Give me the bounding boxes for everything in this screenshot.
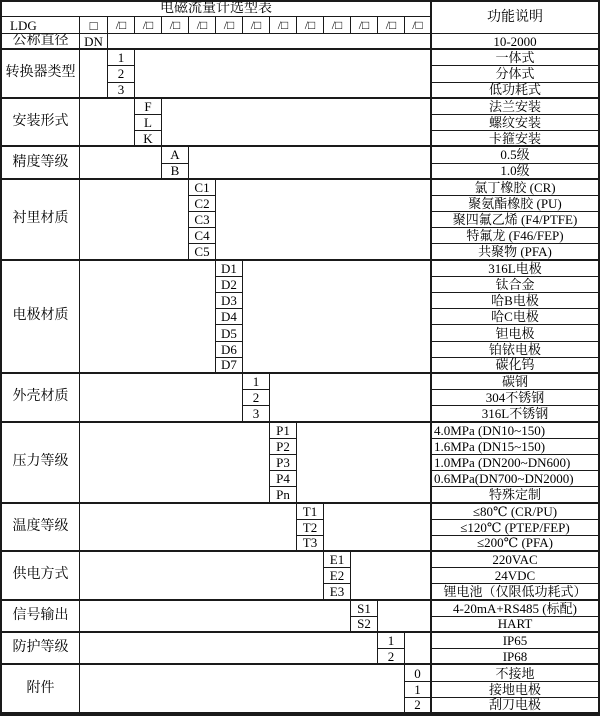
model-code-slot-4: /□	[189, 17, 216, 34]
spacer-left-electrode-material	[80, 261, 216, 374]
code-power-supply-E2: E2	[324, 568, 351, 584]
desc-power-supply-1: 24VDC	[432, 568, 598, 584]
code-accessories-2: 2	[405, 698, 432, 714]
code-accessories-1: 1	[405, 682, 432, 698]
code-accessories-0: 0	[405, 665, 432, 681]
desc-electrode-material-0: 316L电极	[432, 261, 598, 277]
desc-liner-material-0: 氯丁橡胶 (CR)	[432, 180, 598, 196]
code-electrode-material-D3: D3	[216, 293, 243, 309]
code-temperature-rating-T2: T2	[297, 520, 324, 536]
model-code-box: □	[80, 17, 108, 34]
code-electrode-material-D2: D2	[216, 277, 243, 293]
desc-liner-material-2: 聚四氟乙烯 (F4/PTFE)	[432, 212, 598, 228]
category-converter-type: 转换器类型	[2, 50, 80, 99]
code-signal-output-S2: S2	[351, 617, 378, 633]
code-installation-type-K: K	[135, 131, 162, 147]
code-converter-type-1: 1	[108, 50, 135, 66]
desc-accuracy-class-1: 1.0级	[432, 164, 598, 180]
desc-accessories-1: 接地电极	[432, 682, 598, 698]
desc-installation-type-0: 法兰安装	[432, 99, 598, 115]
desc-accessories-2: 刮刀电极	[432, 698, 598, 714]
code-electrode-material-D6: D6	[216, 342, 243, 358]
desc-housing-material-0: 碳钢	[432, 374, 598, 390]
spacer-right-pressure-rating	[297, 423, 432, 504]
spacer-left-liner-material	[80, 180, 189, 261]
desc-pressure-rating-1: 1.6MPa (DN15~150)	[432, 439, 598, 455]
category-signal-output: 信号输出	[2, 601, 80, 633]
code-liner-material-C5: C5	[189, 244, 216, 260]
desc-accuracy-class-0: 0.5级	[432, 147, 598, 163]
spacer-right-temperature-rating	[324, 504, 432, 553]
model-code-slot-11: /□	[378, 17, 405, 34]
model-code-slot-12: /□	[405, 17, 432, 34]
spacer-right-nominal-diameter	[108, 34, 432, 50]
spacer-left-signal-output	[80, 601, 351, 633]
desc-signal-output-0: 4-20mA+RS485 (标配)	[432, 601, 598, 617]
desc-pressure-rating-3: 0.6MPa(DN700~DN2000)	[432, 471, 598, 487]
spacer-left-converter-type	[80, 50, 108, 99]
category-liner-material: 衬里材质	[2, 180, 80, 261]
category-power-supply: 供电方式	[2, 552, 80, 601]
code-power-supply-E1: E1	[324, 552, 351, 568]
desc-electrode-material-5: 铂铱电极	[432, 342, 598, 358]
spacer-right-accuracy-class	[189, 147, 432, 179]
desc-protection-class-0: IP65	[432, 633, 598, 649]
desc-pressure-rating-4: 特殊定制	[432, 487, 598, 503]
code-liner-material-C2: C2	[189, 196, 216, 212]
desc-temperature-rating-1: ≤120℃ (PTEP/FEP)	[432, 520, 598, 536]
code-converter-type-3: 3	[108, 83, 135, 99]
desc-signal-output-1: HART	[432, 617, 598, 633]
spacer-right-converter-type	[135, 50, 432, 99]
category-installation-type: 安装形式	[2, 99, 80, 148]
code-electrode-material-D4: D4	[216, 309, 243, 325]
code-pressure-rating-P2: P2	[270, 439, 297, 455]
code-housing-material-3: 3	[243, 406, 270, 422]
spacer-right-installation-type	[162, 99, 432, 148]
code-converter-type-2: 2	[108, 66, 135, 82]
model-code-slot-5: /□	[216, 17, 243, 34]
desc-installation-type-1: 螺纹安装	[432, 115, 598, 131]
category-housing-material: 外壳材质	[2, 374, 80, 423]
function-column-header: 功能说明	[432, 2, 598, 34]
desc-converter-type-2: 低功耗式	[432, 83, 598, 99]
desc-electrode-material-1: 钛合金	[432, 277, 598, 293]
desc-electrode-material-2: 哈B电极	[432, 293, 598, 309]
code-liner-material-C3: C3	[189, 212, 216, 228]
spacer-left-installation-type	[80, 99, 135, 148]
code-pressure-rating-P4: P4	[270, 471, 297, 487]
model-prefix: LDG	[2, 17, 80, 34]
desc-electrode-material-3: 哈C电极	[432, 309, 598, 325]
code-pressure-rating-P3: P3	[270, 455, 297, 471]
spacer-right-liner-material	[216, 180, 432, 261]
spacer-right-signal-output	[378, 601, 432, 633]
code-power-supply-E3: E3	[324, 584, 351, 600]
code-installation-type-F: F	[135, 99, 162, 115]
spacer-right-housing-material	[270, 374, 432, 423]
desc-temperature-rating-2: ≤200℃ (PFA)	[432, 536, 598, 552]
table-title: 电磁流量计选型表	[2, 2, 432, 17]
code-liner-material-C1: C1	[189, 180, 216, 196]
model-code-slot-1: /□	[108, 17, 135, 34]
category-accuracy-class: 精度等级	[2, 147, 80, 179]
desc-liner-material-3: 特氟龙 (F46/FEP)	[432, 228, 598, 244]
model-code-slot-8: /□	[297, 17, 324, 34]
spacer-left-accuracy-class	[80, 147, 162, 179]
code-electrode-material-D5: D5	[216, 325, 243, 341]
desc-electrode-material-6: 碳化钨	[432, 358, 598, 374]
desc-converter-type-1: 分体式	[432, 66, 598, 82]
desc-temperature-rating-0: ≤80℃ (CR/PU)	[432, 504, 598, 520]
code-accuracy-class-A: A	[162, 147, 189, 163]
code-temperature-rating-T1: T1	[297, 504, 324, 520]
desc-protection-class-1: IP68	[432, 649, 598, 665]
code-temperature-rating-T3: T3	[297, 536, 324, 552]
code-signal-output-S1: S1	[351, 601, 378, 617]
desc-installation-type-2: 卡箍安装	[432, 131, 598, 147]
code-installation-type-L: L	[135, 115, 162, 131]
spacer-left-power-supply	[80, 552, 324, 601]
model-code-slot-10: /□	[351, 17, 378, 34]
spacer-left-housing-material	[80, 374, 243, 423]
spacer-left-pressure-rating	[80, 423, 270, 504]
desc-electrode-material-4: 钽电极	[432, 325, 598, 341]
spacer-left-temperature-rating	[80, 504, 297, 553]
desc-liner-material-1: 聚氨酯橡胶 (PU)	[432, 196, 598, 212]
code-nominal-diameter-DN: DN	[80, 34, 108, 50]
code-housing-material-2: 2	[243, 390, 270, 406]
category-protection-class: 防护等级	[2, 633, 80, 665]
spacer-right-electrode-material	[243, 261, 432, 374]
desc-accessories-0: 不接地	[432, 665, 598, 681]
spacer-left-protection-class	[80, 633, 378, 665]
spacer-right-protection-class	[405, 633, 432, 665]
desc-nominal-diameter-0: 10-2000	[432, 34, 598, 50]
model-code-slot-2: /□	[135, 17, 162, 34]
model-code-slot-6: /□	[243, 17, 270, 34]
code-pressure-rating-P1: P1	[270, 423, 297, 439]
code-accuracy-class-B: B	[162, 164, 189, 180]
category-electrode-material: 电极材质	[2, 261, 80, 374]
category-pressure-rating: 压力等级	[2, 423, 80, 504]
category-nominal-diameter: 公称直径	[2, 34, 80, 50]
spacer-left-accessories	[80, 665, 405, 714]
model-code-slot-3: /□	[162, 17, 189, 34]
code-electrode-material-D1: D1	[216, 261, 243, 277]
desc-power-supply-0: 220VAC	[432, 552, 598, 568]
code-protection-class-2: 2	[378, 649, 405, 665]
desc-pressure-rating-2: 1.0MPa (DN200~DN600)	[432, 455, 598, 471]
desc-housing-material-1: 304不锈钢	[432, 390, 598, 406]
category-temperature-rating: 温度等级	[2, 504, 80, 553]
code-electrode-material-D7: D7	[216, 358, 243, 374]
desc-pressure-rating-0: 4.0MPa (DN10~150)	[432, 423, 598, 439]
desc-power-supply-2: 锂电池（仅限低功耗式）	[432, 584, 598, 600]
category-accessories: 附件	[2, 665, 80, 714]
spacer-right-power-supply	[351, 552, 432, 601]
desc-liner-material-4: 共聚物 (PFA)	[432, 244, 598, 260]
code-protection-class-1: 1	[378, 633, 405, 649]
model-code-slot-7: /□	[270, 17, 297, 34]
model-code-slot-9: /□	[324, 17, 351, 34]
desc-converter-type-0: 一体式	[432, 50, 598, 66]
code-pressure-rating-Pn: Pn	[270, 487, 297, 503]
code-liner-material-C4: C4	[189, 228, 216, 244]
code-housing-material-1: 1	[243, 374, 270, 390]
desc-housing-material-2: 316L不锈钢	[432, 406, 598, 422]
